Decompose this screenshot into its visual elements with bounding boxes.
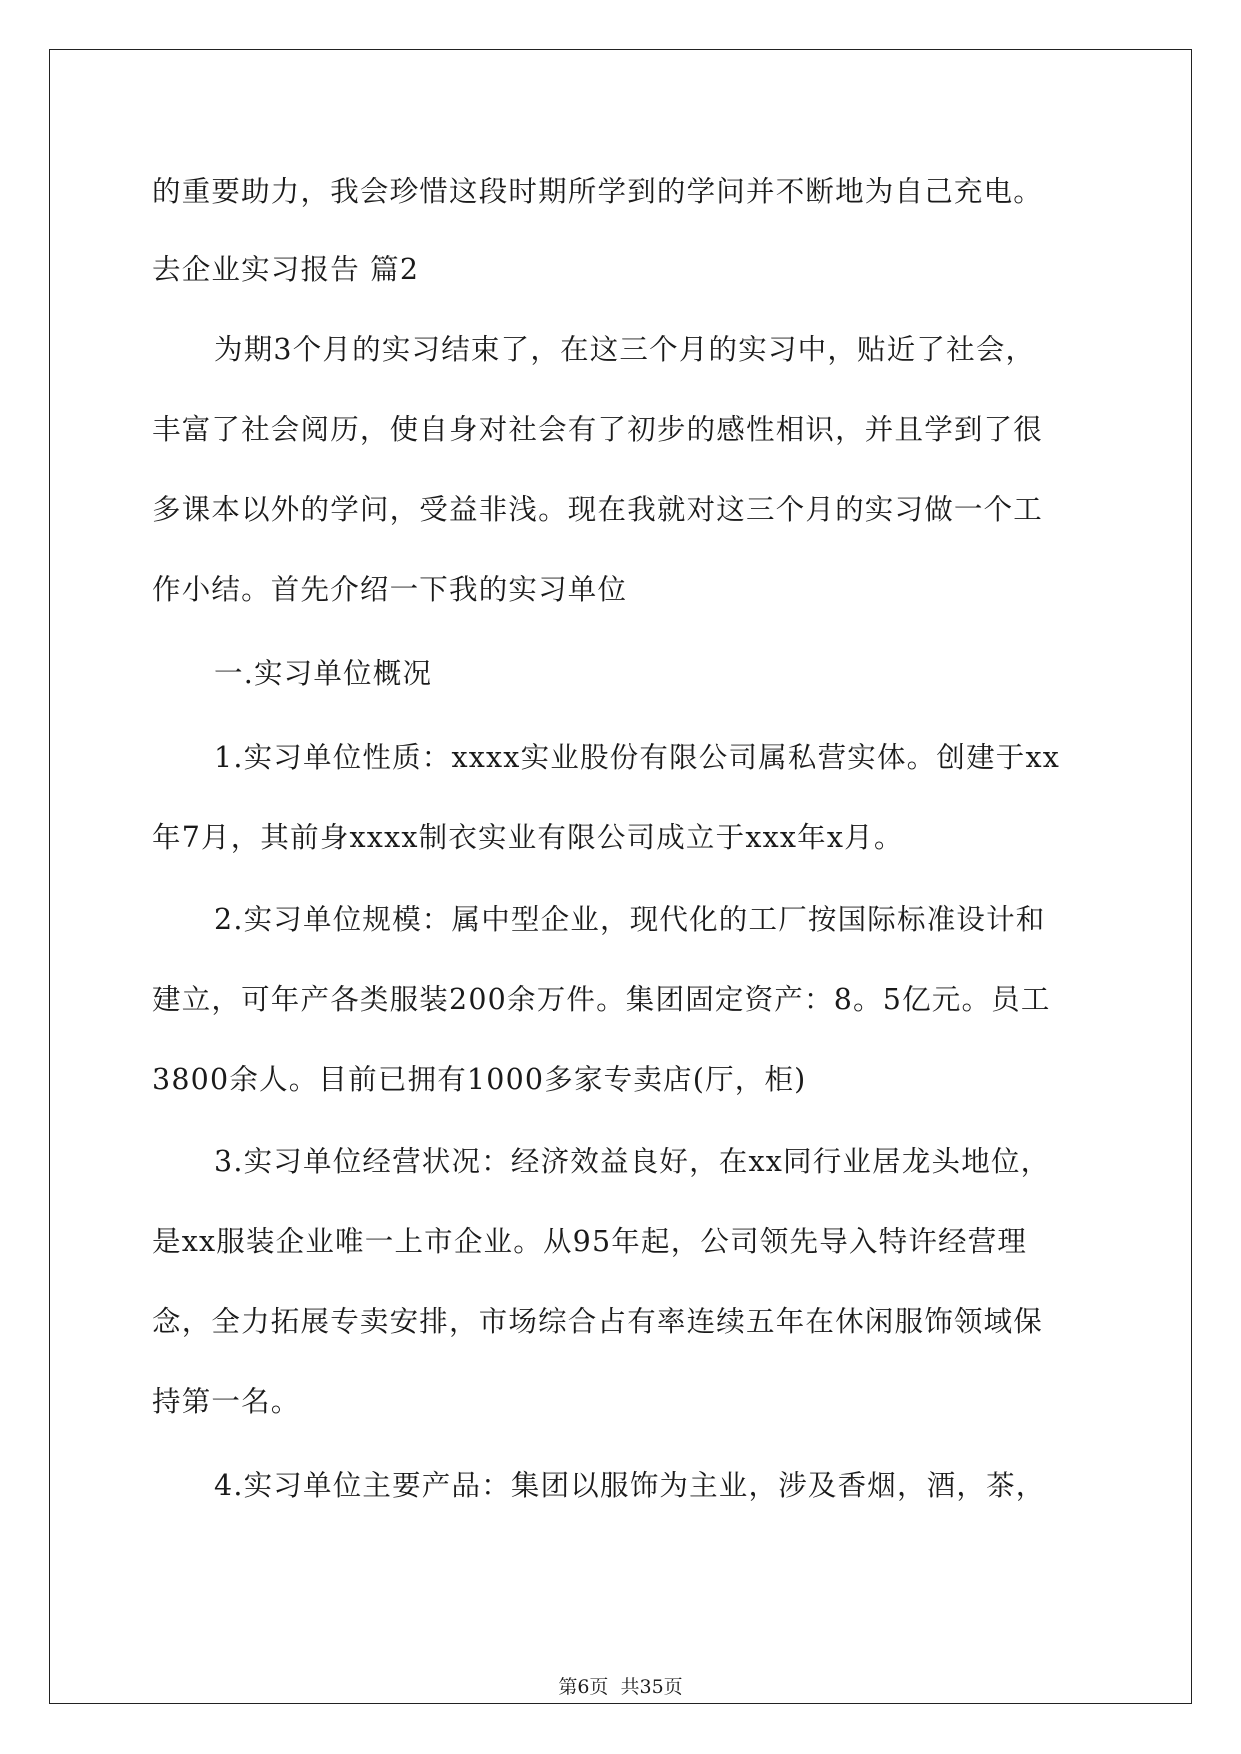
paragraph-line: 2.实习单位规模：属中型企业，现代化的工厂按国际标准设计和	[214, 903, 1046, 936]
paragraph-line: 是xx服装企业唯一上市企业。从95年起，公司领先导入特许经营理	[152, 1225, 1028, 1258]
paragraph-line: 3.实习单位经营状况：经济效益良好，在xx同行业居龙头地位，	[214, 1145, 1051, 1178]
section-heading: 去企业实习报告 篇2	[152, 253, 420, 286]
paragraph-line: 持第一名。	[152, 1385, 301, 1418]
paragraph-line: 1.实习单位性质：xxxx实业股份有限公司属私营实体。创建于xx	[214, 741, 1061, 774]
page-border	[49, 49, 1192, 1704]
paragraph-line: 为期3个月的实习结束了，在这三个月的实习中，贴近了社会，	[214, 333, 1036, 366]
paragraph-line: 的重要助力，我会珍惜这段时期所学到的学问并不断地为自己充电。	[152, 175, 1044, 208]
paragraph-line: 作小结。首先介绍一下我的实习单位	[152, 573, 628, 606]
page-number-footer: 第6页 共35页	[558, 1676, 683, 1698]
paragraph-line: 多课本以外的学问，受益非浅。现在我就对这三个月的实习做一个工	[152, 493, 1044, 526]
paragraph-line: 丰富了社会阅历，使自身对社会有了初步的感性相识，并且学到了很	[152, 413, 1044, 446]
paragraph-line: 3800余人。目前已拥有1000多家专卖店(厅，柜)	[152, 1063, 807, 1096]
paragraph-line: 4.实习单位主要产品：集团以服饰为主业，涉及香烟，酒，茶，	[214, 1469, 1046, 1502]
subsection-heading: 一.实习单位概况	[214, 657, 433, 690]
paragraph-line: 年7月，其前身xxxx制衣实业有限公司成立于xxx年x月。	[152, 821, 904, 854]
paragraph-line: 建立，可年产各类服装200余万件。集团固定资产：8。5亿元。员工	[152, 983, 1051, 1016]
paragraph-line: 念，全力拓展专卖安排，市场综合占有率连续五年在休闲服饰领域保	[152, 1305, 1044, 1338]
